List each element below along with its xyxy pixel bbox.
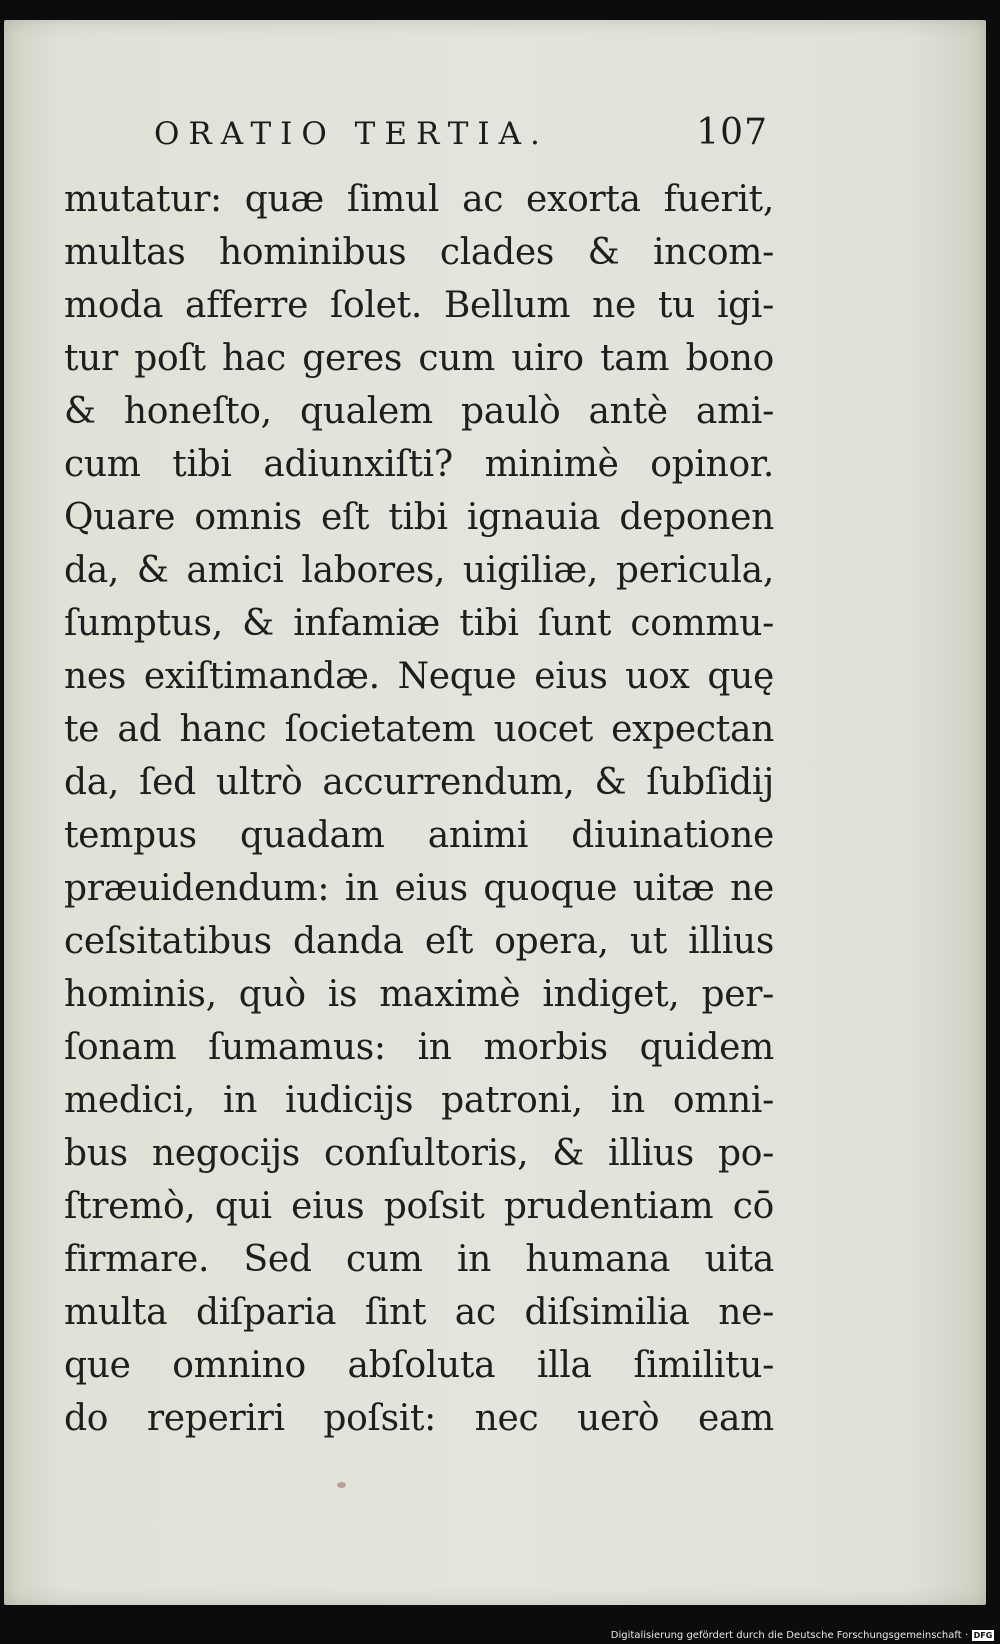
text-line: firmare. Sed cum in humana uita [64,1239,774,1280]
text-line: mutatur: quæ ſimul ac exorta fuerit, [64,179,774,220]
digitization-credit-bar [0,1627,1000,1644]
text-line: præuidendum: in eius quoque uitæ ne [64,868,774,909]
page-number: 107 [696,112,768,153]
text-line: multas hominibus clades & incom- [64,232,774,273]
text-line: Quare omnis eſt tibi ignauia deponen [64,497,774,538]
digitization-credit: Digitalisierung gefördert durch die Deutsche Forschungsgemeinschaft · [610,1630,968,1641]
book-page [4,20,986,1605]
text-line: da, & amici labores, uigiliæ, pericula, [64,550,774,591]
text-line: tur poſt hac geres cum uiro tam bono [64,338,774,379]
running-head [64,112,774,153]
text-line: ſumptus, & infamiæ tibi ſunt commu- [64,603,774,644]
text-line: tempus quadam animi diuinatione [64,815,774,856]
text-line: ſonam ſumamus: in morbis quidem [64,1027,774,1068]
text-line: ſtremò, qui eius poſsit prudentiam cō [64,1186,774,1227]
text-line: & honeſto, qualem paulò antè ami- [64,391,774,432]
running-title: ORATIO TERTIA. [154,116,549,152]
text-line: te ad hanc ſocietatem uocet expectan [64,709,774,750]
text-line: hominis, quò is maximè indiget, per- [64,974,774,1015]
ink-stain [337,1482,346,1488]
text-line: bus negocijs conſultoris, & illius po- [64,1133,774,1174]
dfg-logo-icon: DFG [973,1631,993,1640]
text-line: medici, in iudicijs patroni, in omni- [64,1080,774,1121]
text-line: que omnino abſoluta illa ſimilitu- [64,1345,774,1386]
text-line: ceſsitatibus danda eſt opera, ut illius [64,921,774,962]
text-line: cum tibi adiunxiſti? minimè opinor. [64,444,774,485]
text-line: da, ſed ultrò accurrendum, & ſubſidij [64,762,774,803]
text-line: multa diſparia ſint ac diſsimilia ne- [64,1292,774,1333]
text-line: moda afferre ſolet. Bellum ne tu igi- [64,285,774,326]
text-line: do reperiri poſsit: nec uerò eam [64,1398,774,1439]
text-line: nes exiſtimandæ. Neque eius uox quę [64,656,774,697]
text-block [64,173,774,1445]
